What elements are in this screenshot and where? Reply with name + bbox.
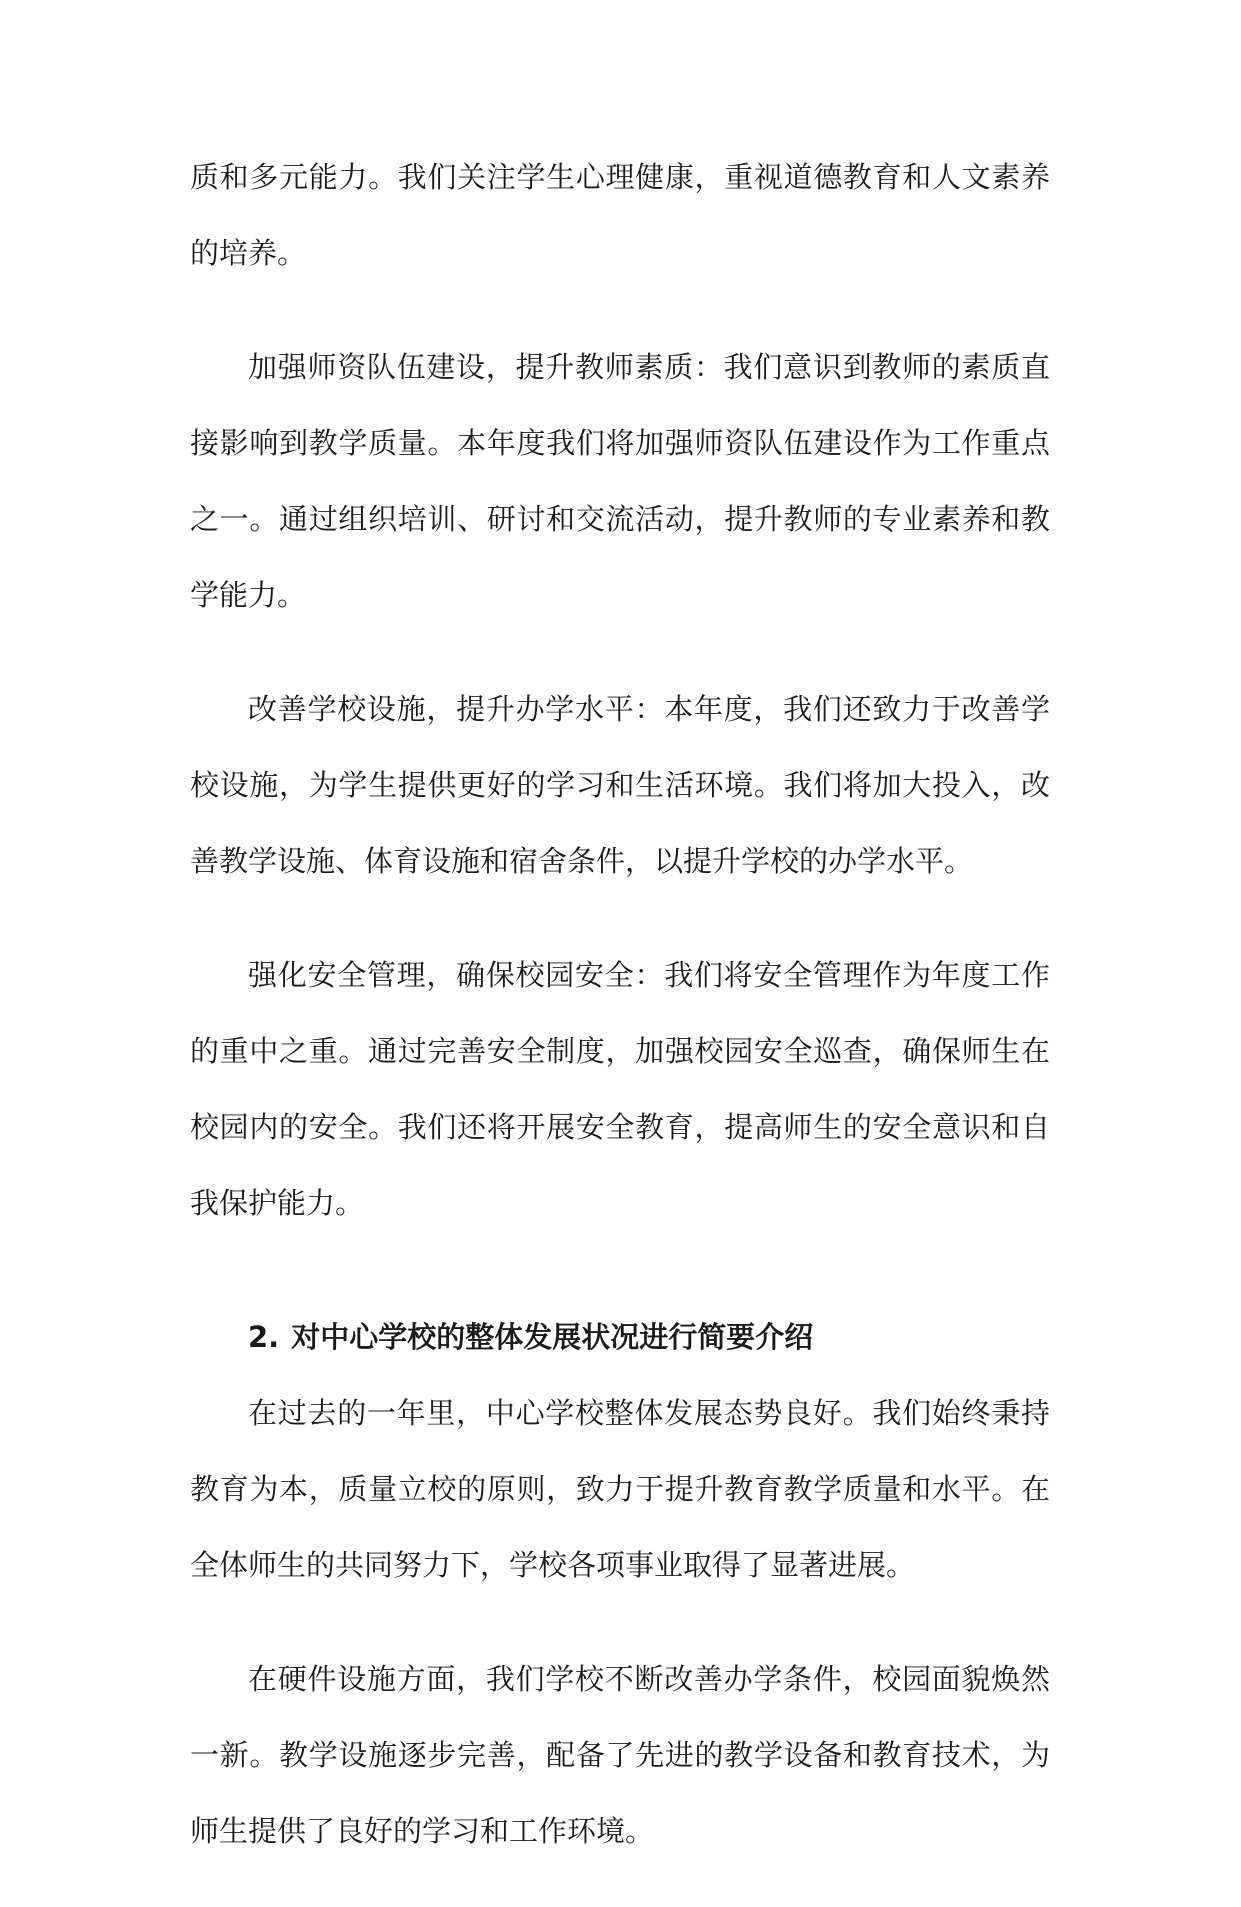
paragraph-teacher-team: 加强师资队伍建设，提升教师素质：我们意识到教师的素质直接影响到教学质量。本年度我们将加强师资队伍建设作为工作重点之一。通过组织培训、研讨和交流活动，提升教师的专业素养和教学能力。 xyxy=(190,350,1050,612)
section-number: 2. xyxy=(248,1320,280,1354)
section-title: 对中心学校的整体发展状况进行简要介绍 xyxy=(291,1320,814,1354)
paragraph-hardware-facilities: 在硬件设施方面，我们学校不断改善办学条件，校园面貌焕然一新。教学设施逐步完善，配备了先进的教学设备和教育技术，为师生提供了良好的学习和工作环境。 xyxy=(190,1662,1050,1848)
paragraph-school-facilities: 改善学校设施，提升办学水平：本年度，我们还致力于改善学校设施，为学生提供更好的学习和生活环境。我们将加大投入，改善教学设施、体育设施和宿舍条件，以提升学校的办学水平。 xyxy=(190,692,1050,878)
paragraph-safety-management: 强化安全管理，确保校园安全：我们将安全管理作为年度工作的重中之重。通过完善安全制度，加强校园安全巡查，确保师生在校园内的安全。我们还将开展安全教育，提高师生的安全意识和自我保护能力。 xyxy=(190,958,1050,1220)
section-heading xyxy=(190,1299,1050,1375)
paragraph-overall-development: 在过去的一年里，中心学校整体发展态势良好。我们始终秉持教育为本，质量立校的原则，致力于提升教育教学质量和水平。在全体师生的共同努力下，学校各项事业取得了显著进展。 xyxy=(190,1396,1050,1582)
document-body xyxy=(190,139,1050,1907)
paragraph-continuation: 质和多元能力。我们关注学生心理健康，重视道德教育和人文素养的培养。 xyxy=(190,160,1050,270)
